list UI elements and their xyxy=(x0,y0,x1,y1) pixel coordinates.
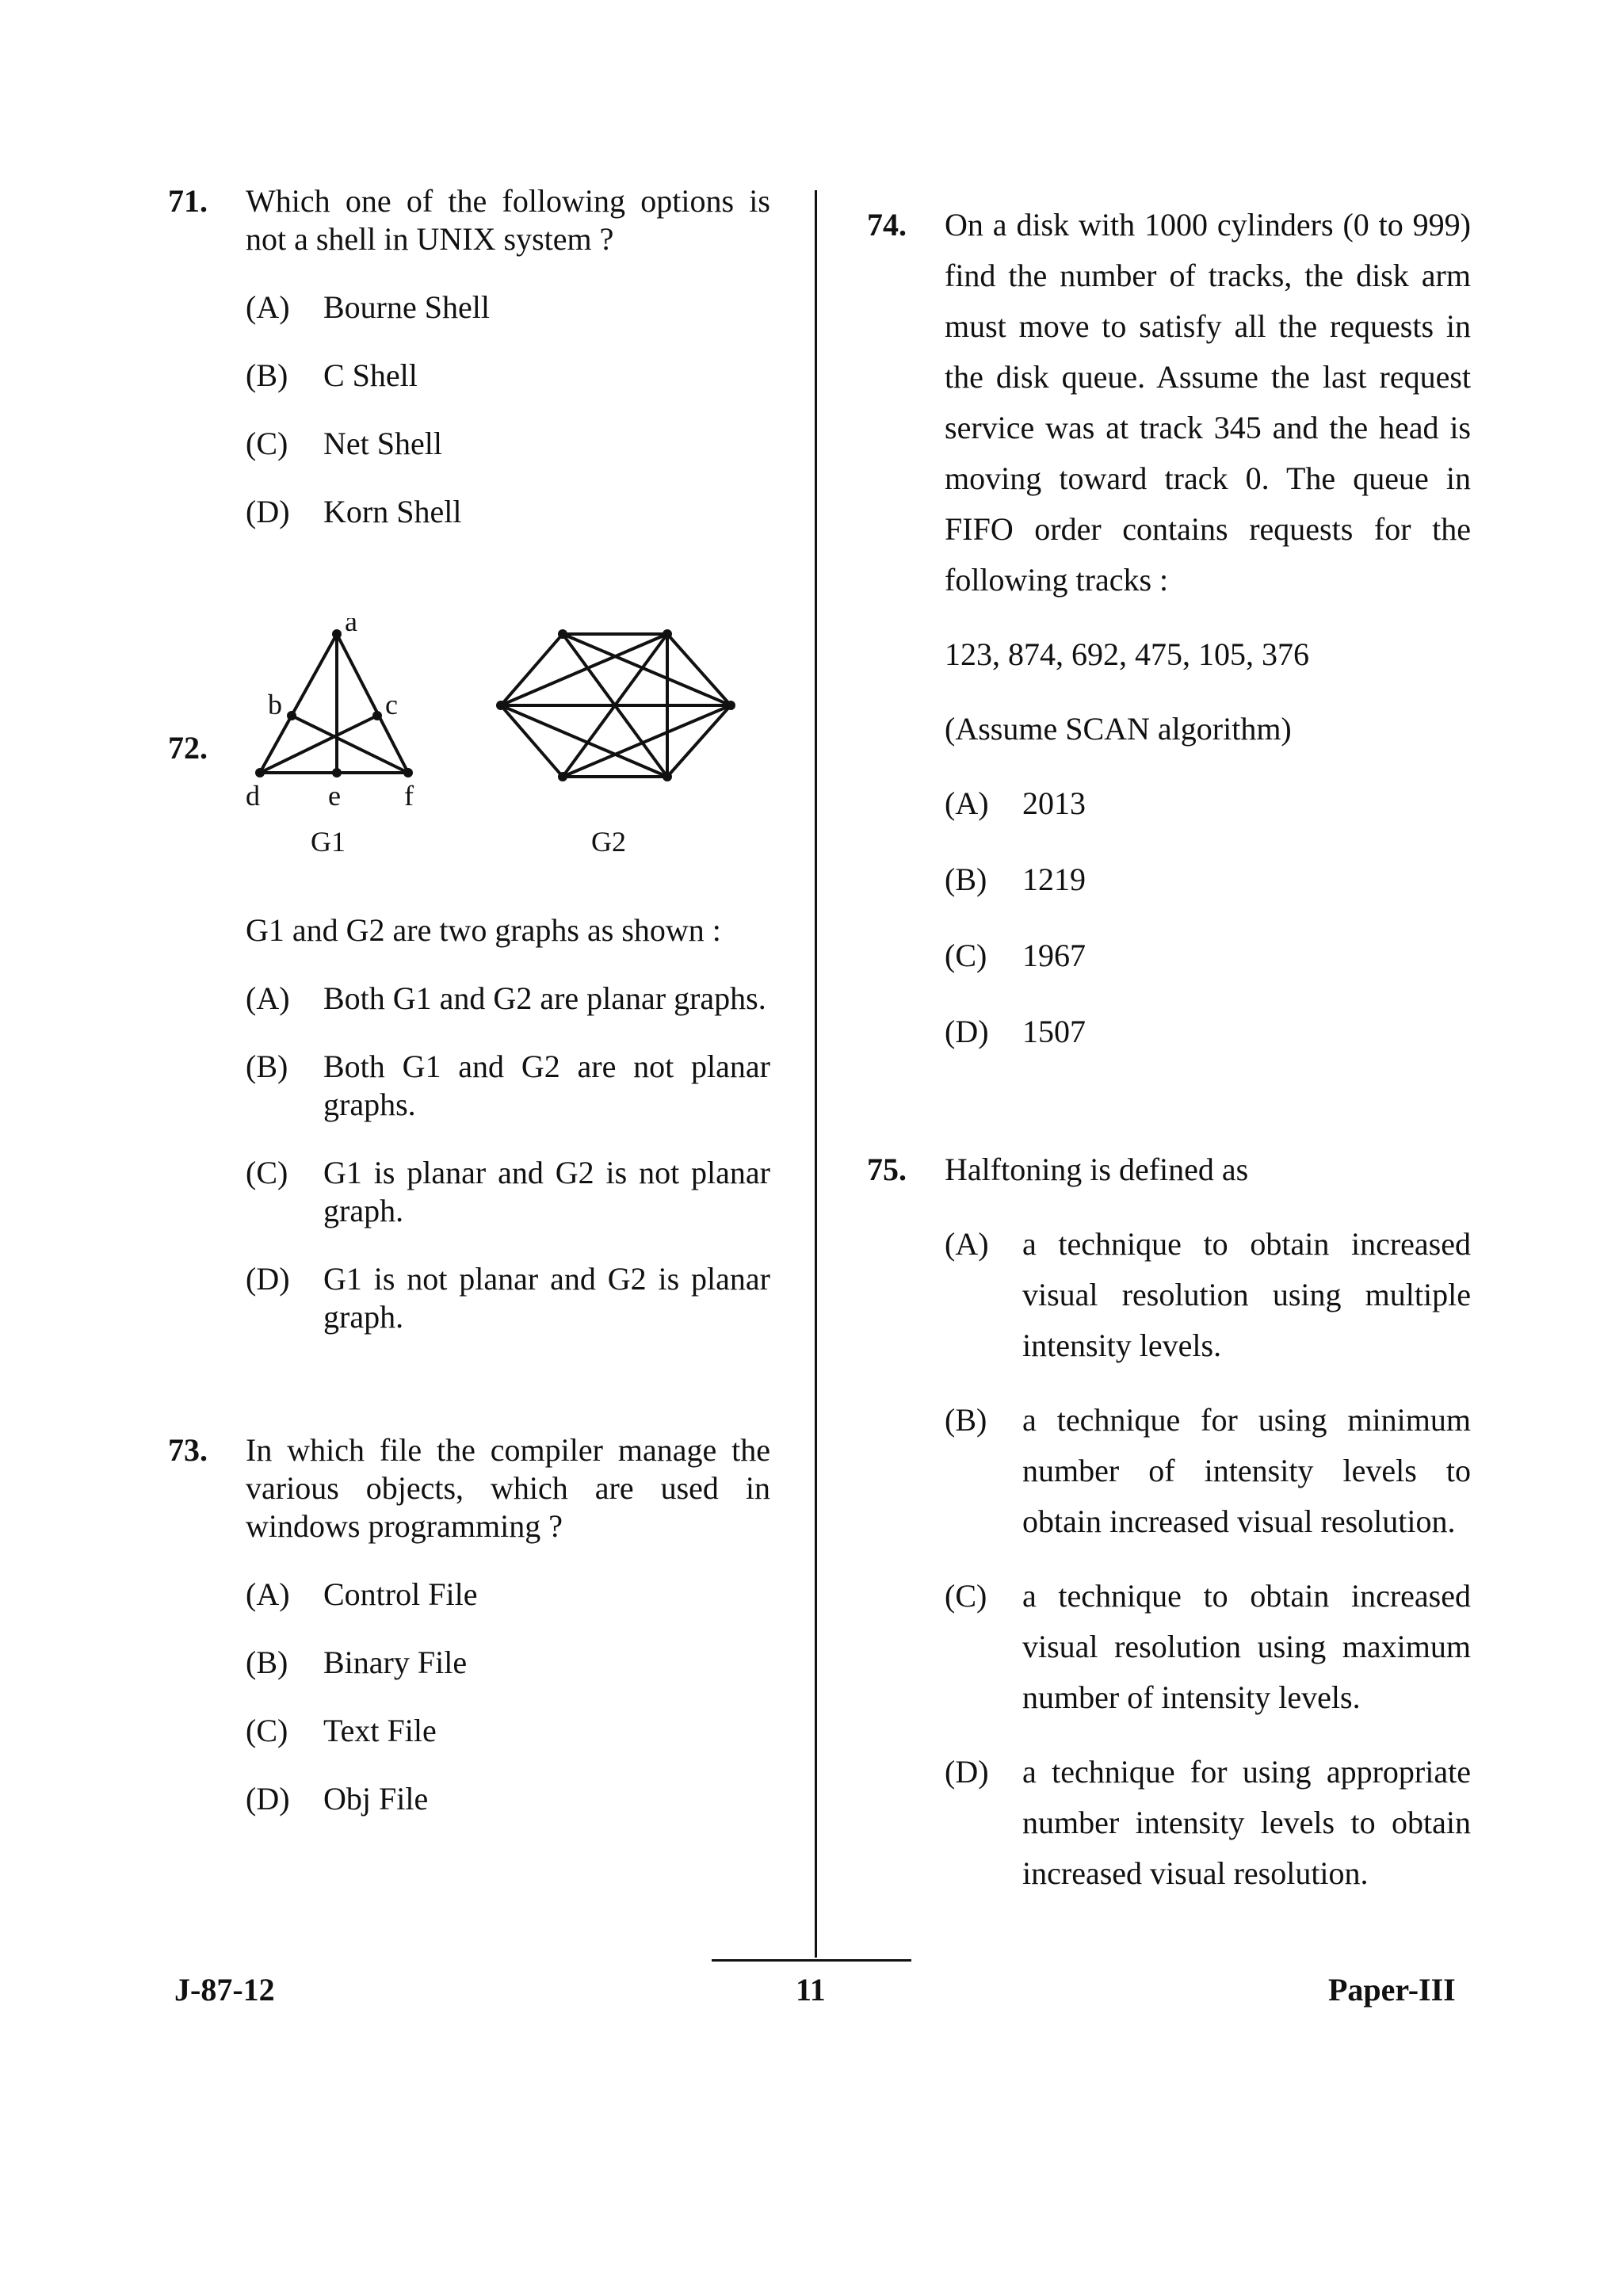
option-a: (A) Bourne Shell xyxy=(246,289,490,325)
g2-caption: G2 xyxy=(591,826,626,858)
option-a: (A) Control File xyxy=(246,1576,478,1612)
option-a: (A) Both G1 and G2 are planar graphs. xyxy=(246,980,766,1016)
option-a: (A) 2013 xyxy=(945,785,1086,821)
g1-vertex-d xyxy=(255,768,265,777)
option-c: (C) 1967 xyxy=(945,938,1086,973)
option-c: (C) Text File xyxy=(246,1713,437,1748)
g1-caption: G1 xyxy=(311,826,346,858)
footer-rule xyxy=(712,1959,911,1962)
g2-vertex xyxy=(558,772,567,781)
right-column xyxy=(867,200,1471,1899)
g1-label-c: c xyxy=(385,689,398,720)
option-d: (D) a technique for using appropriate number intensity levels to obtain increased visual resolution. xyxy=(945,1754,1471,1891)
option-d: (D) Obj File xyxy=(246,1781,429,1817)
g1-vertex-b xyxy=(287,711,296,720)
question-number: 74. xyxy=(867,207,907,243)
g1-vertex-e xyxy=(332,768,342,777)
question-74 xyxy=(867,200,1471,1057)
g1-vertex-f xyxy=(403,768,413,777)
g2-vertex xyxy=(663,772,672,781)
question-text: On a disk with 1000 cylinders (0 to 999) find the number of tracks, the disk arm must move to satisfy all the requests in the disk queue. Assume the last request service was at track 345 and the head is moving toward track 0. The queue in FIFO order contains requests for the following tracks : xyxy=(945,207,1471,598)
g1-label-a: a xyxy=(345,618,357,637)
footer-code: J-87-12 xyxy=(174,1972,275,2008)
option-c: (C) Net Shell xyxy=(246,426,442,461)
option-a: (A) a technique to obtain increased visual resolution using multiple intensity levels. xyxy=(945,1226,1471,1363)
option-b: (B) a technique for using minimum number of intensity levels to obtain increased visual resolution. xyxy=(945,1402,1471,1539)
option-b: (B) C Shell xyxy=(246,357,418,393)
request-queue: 123, 874, 692, 475, 105, 376 xyxy=(945,636,1309,672)
option-d: (D) Korn Shell xyxy=(246,494,462,529)
graph-g2 xyxy=(501,634,731,777)
graphs-figure xyxy=(246,618,770,880)
question-text: G1 and G2 are two graphs as shown : xyxy=(246,912,721,948)
column-divider xyxy=(815,190,817,1958)
g2-vertex xyxy=(726,701,735,710)
option-c: (C) G1 is planar and G2 is not planar graph. xyxy=(246,1155,770,1228)
g1-label-b: b xyxy=(268,689,282,720)
left-column xyxy=(168,182,770,1818)
page-number: 11 xyxy=(796,1972,826,2008)
option-b: (B) 1219 xyxy=(945,861,1086,897)
g2-vertex xyxy=(663,629,672,639)
option-c: (C) a technique to obtain increased visual resolution using maximum number of intensity levels. xyxy=(945,1578,1471,1715)
g2-vertex xyxy=(496,701,506,710)
graphs-svg xyxy=(246,618,769,880)
g2-vertex xyxy=(558,629,567,639)
g1-vertex-c xyxy=(372,711,382,720)
option-b: (B) Binary File xyxy=(246,1645,468,1680)
g1-label-f: f xyxy=(404,780,414,812)
question-75 xyxy=(867,1144,1471,1899)
footer-paper: Paper-III xyxy=(1328,1972,1456,2008)
g1-label-e: e xyxy=(328,780,341,812)
question-number: 73. xyxy=(168,1432,208,1468)
question-73 xyxy=(168,1431,770,1818)
option-d: (D) G1 is not planar and G2 is planar graph. xyxy=(246,1261,770,1335)
assumption-note: (Assume SCAN algorithm) xyxy=(945,711,1292,747)
question-number: 71. xyxy=(168,183,208,219)
question-text: Which one of the following options is not a shell in UNIX system ? xyxy=(246,183,770,257)
question-71 xyxy=(168,182,770,531)
question-72 xyxy=(168,618,770,1336)
g1-label-d: d xyxy=(246,780,260,812)
g1-vertex-a xyxy=(332,629,342,639)
option-b: (B) Both G1 and G2 are not planar graphs. xyxy=(246,1049,770,1122)
option-d: (D) 1507 xyxy=(945,1014,1086,1049)
question-text: In which file the compiler manage the various objects, which are used in windows programming ? xyxy=(246,1432,770,1544)
question-number: 75. xyxy=(867,1152,907,1187)
question-text: Halftoning is defined as xyxy=(945,1152,1249,1187)
question-number: 72. xyxy=(168,730,208,766)
